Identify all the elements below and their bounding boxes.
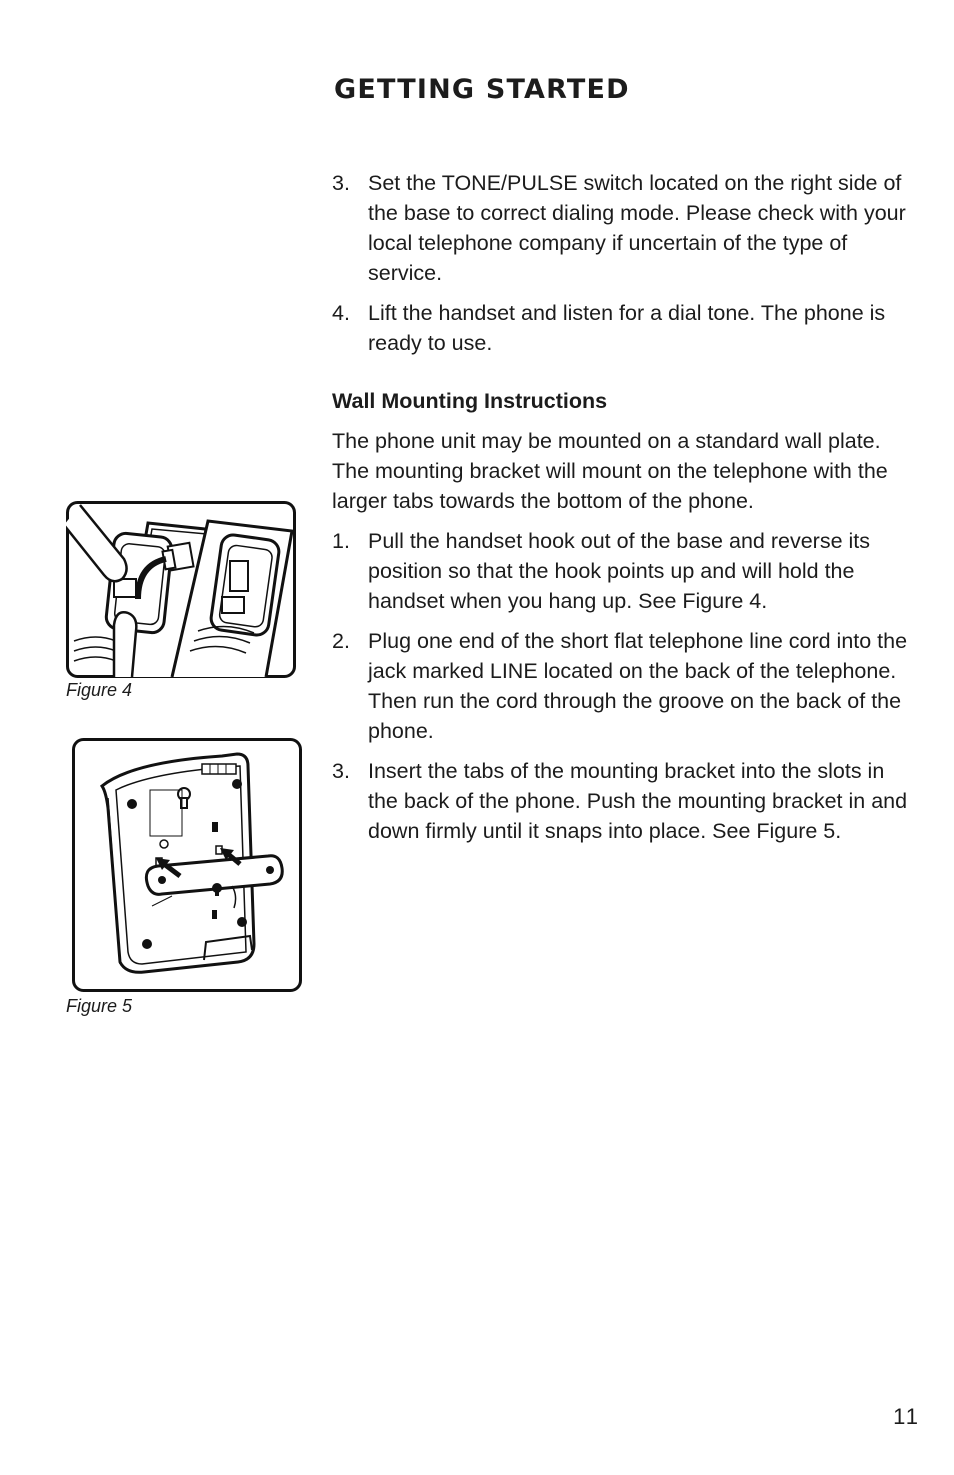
step-number: 3. xyxy=(332,759,350,783)
figure-5-caption: Figure 5 xyxy=(66,996,133,1016)
wall-mounting-intro: The phone unit may be mounted on a standard wall plate. The mounting bracket will mount on the telephone with the larger tabs towards the bottom of the phone. xyxy=(332,429,888,513)
figure-5-illustration xyxy=(72,738,302,992)
step-text: Set the TONE/PULSE switch located on the right side of the base to correct dialing mode. Please check with your local telephone company if uncertain of the type of service. xyxy=(368,171,906,285)
step-number: 4. xyxy=(332,301,350,325)
step-text: Pull the handset hook out of the base and reverse its position so that the hook points up and will hold the handset when you hang up. See Figure 4. xyxy=(368,529,870,613)
page-number: 11 xyxy=(893,1404,920,1429)
step-number: 2. xyxy=(332,629,350,653)
list-item xyxy=(332,626,912,746)
section-heading-wall-mounting: Wall Mounting Instructions xyxy=(332,389,608,413)
step-text: Plug one end of the short flat telephone line cord into the jack marked LINE located on the back of the telephone. Then run the cord through the groove on the back of the phone. xyxy=(368,629,908,743)
wall-mounting-steps-list xyxy=(332,526,912,846)
list-item xyxy=(332,526,912,616)
instructions-column xyxy=(332,168,912,856)
step-text: Insert the tabs of the mounting bracket into the slots in the back of the phone. Push the mounting bracket in and down firmly until it snaps into place. See Figure 5. xyxy=(368,759,908,843)
list-item xyxy=(332,298,912,358)
step-number: 3. xyxy=(332,171,350,195)
list-item xyxy=(332,168,912,288)
setup-steps-list xyxy=(332,168,912,358)
step-number: 1. xyxy=(332,529,350,553)
figure-4-caption: Figure 4 xyxy=(66,680,133,700)
figure-4-illustration xyxy=(66,501,296,678)
list-item xyxy=(332,756,912,846)
page-title: GETTING STARTED xyxy=(334,74,630,105)
step-text: Lift the handset and listen for a dial tone. The phone is ready to use. xyxy=(368,301,886,355)
